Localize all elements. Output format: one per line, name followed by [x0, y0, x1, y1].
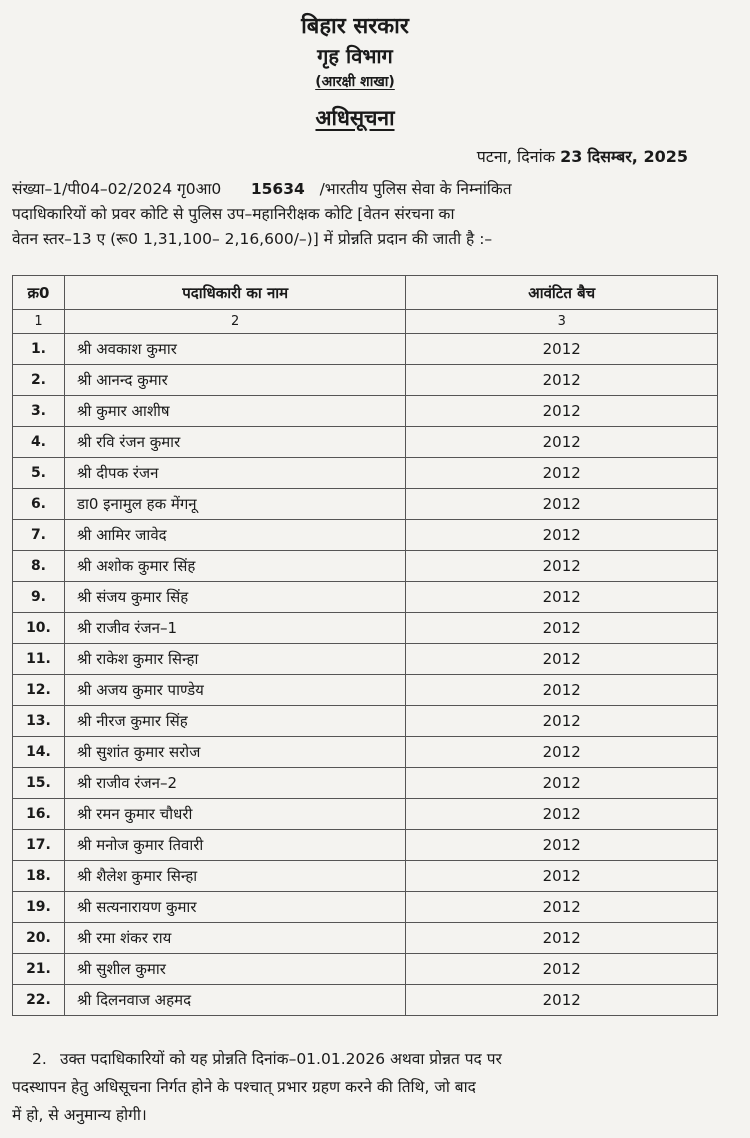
- batch-cell: 2012: [406, 582, 718, 613]
- table-row: [13, 613, 718, 644]
- table-row: [13, 365, 718, 396]
- batch-cell: 2012: [406, 923, 718, 954]
- serial-cell: 11.: [13, 644, 65, 675]
- batch-cell: 2012: [406, 613, 718, 644]
- officer-name-cell: श्री आनन्द कुमार: [64, 365, 406, 396]
- batch-cell: 2012: [406, 830, 718, 861]
- footer-line-2: पदस्थापन हेतु अधिसूचना निर्गत होने के पश्चात् प्रभार ग्रहण करने की तिथि, जो बाद: [12, 1078, 476, 1096]
- footer-paragraph: [12, 1045, 718, 1129]
- table-row: [13, 923, 718, 954]
- table-row: [13, 396, 718, 427]
- serial-cell: 12.: [13, 675, 65, 706]
- table-row: [13, 861, 718, 892]
- batch-cell: 2012: [406, 458, 718, 489]
- table-row: [13, 675, 718, 706]
- batch-cell: 2012: [406, 489, 718, 520]
- batch-cell: 2012: [406, 768, 718, 799]
- govt-title: बिहार सरकार: [301, 14, 409, 39]
- batch-cell: 2012: [406, 520, 718, 551]
- batch-cell: 2012: [406, 644, 718, 675]
- serial-cell: 21.: [13, 954, 65, 985]
- serial-cell: 5.: [13, 458, 65, 489]
- officer-name-cell: श्री नीरज कुमार सिंह: [64, 706, 406, 737]
- table-row: [13, 551, 718, 582]
- table-row: [13, 830, 718, 861]
- serial-cell: 9.: [13, 582, 65, 613]
- officer-name-cell: श्री राकेश कुमार सिन्हा: [64, 644, 406, 675]
- officer-name-cell: श्री दिलनवाज अहमद: [64, 985, 406, 1016]
- table-index-row: 1 2 3: [13, 310, 718, 334]
- branch-title: (आरक्षी शाखा): [315, 74, 395, 90]
- table-row: [13, 985, 718, 1016]
- officer-name-cell: श्री दीपक रंजन: [64, 458, 406, 489]
- serial-cell: 17.: [13, 830, 65, 861]
- promotion-table: [12, 275, 718, 1016]
- table-row: [13, 706, 718, 737]
- header-serial: क्र0: [13, 276, 65, 310]
- serial-cell: 18.: [13, 861, 65, 892]
- table-row: [13, 954, 718, 985]
- serial-cell: 14.: [13, 737, 65, 768]
- batch-cell: 2012: [406, 365, 718, 396]
- officer-name-cell: डा0 इनामुल हक मेंगनू: [64, 489, 406, 520]
- header-officer-name: पदाधिकारी का नाम: [64, 276, 406, 310]
- officer-name-cell: श्री शैलेश कुमार सिन्हा: [64, 861, 406, 892]
- batch-cell: 2012: [406, 396, 718, 427]
- dateline-place: पटना, दिनांक: [476, 147, 556, 166]
- officer-name-cell: श्री राजीव रंजन–2: [64, 768, 406, 799]
- department-title: गृह विभाग: [317, 44, 393, 68]
- serial-cell: 7.: [13, 520, 65, 551]
- batch-cell: 2012: [406, 892, 718, 923]
- serial-cell: 6.: [13, 489, 65, 520]
- serial-cell: 16.: [13, 799, 65, 830]
- batch-cell: 2012: [406, 334, 718, 365]
- batch-cell: 2012: [406, 706, 718, 737]
- table-body: [13, 334, 718, 1016]
- table-row: [13, 427, 718, 458]
- batch-cell: 2012: [406, 954, 718, 985]
- serial-cell: 8.: [13, 551, 65, 582]
- serial-cell: 22.: [13, 985, 65, 1016]
- footer-line-1: 2. उक्त पदाधिकारियों को यह प्रोन्नति दिनांक–01.01.2026 अथवा प्रोन्नत पद पर: [32, 1050, 502, 1068]
- table-row: [13, 892, 718, 923]
- officer-name-cell: श्री मनोज कुमार तिवारी: [64, 830, 406, 861]
- dateline: [477, 145, 688, 167]
- batch-cell: 2012: [406, 675, 718, 706]
- table-row: [13, 799, 718, 830]
- serial-cell: 20.: [13, 923, 65, 954]
- officer-name-cell: श्री आमिर जावेद: [64, 520, 406, 551]
- batch-cell: 2012: [406, 799, 718, 830]
- intro-line-2: पदाधिकारियों को प्रवर कोटि से पुलिस उप–महानिरीक्षक कोटि [वेतन संरचना का: [12, 205, 455, 223]
- serial-cell: 4.: [13, 427, 65, 458]
- table-row: [13, 582, 718, 613]
- batch-cell: 2012: [406, 737, 718, 768]
- serial-cell: 13.: [13, 706, 65, 737]
- table-row: [13, 458, 718, 489]
- table-row: [13, 768, 718, 799]
- table-header-row: [13, 276, 718, 310]
- officer-name-cell: श्री कुमार आशीष: [64, 396, 406, 427]
- document-type-heading: अधिसूचना: [315, 106, 395, 130]
- intro-paragraph: [12, 177, 702, 252]
- intro-line-3: वेतन स्तर–13 ए (रू0 1,31,100– 2,16,600/–)] में प्रोन्नति प्रदान की जाती है :–: [12, 230, 493, 248]
- officer-name-cell: श्री सुशांत कुमार सरोज: [64, 737, 406, 768]
- letter-number: 15634: [250, 180, 305, 198]
- serial-cell: 15.: [13, 768, 65, 799]
- officer-name-cell: श्री सुशील कुमार: [64, 954, 406, 985]
- serial-cell: 3.: [13, 396, 65, 427]
- table-row: [13, 334, 718, 365]
- officer-name-cell: श्री अवकाश कुमार: [64, 334, 406, 365]
- officer-name-cell: श्री रमन कुमार चौधरी: [64, 799, 406, 830]
- officer-name-cell: श्री अजय कुमार पाण्डेय: [64, 675, 406, 706]
- officer-name-cell: श्री राजीव रंजन–1: [64, 613, 406, 644]
- serial-cell: 10.: [13, 613, 65, 644]
- table-row: [13, 644, 718, 675]
- serial-cell: 1.: [13, 334, 65, 365]
- dateline-day: 23: [560, 147, 583, 166]
- batch-cell: 2012: [406, 551, 718, 582]
- officer-name-cell: श्री रवि रंजन कुमार: [64, 427, 406, 458]
- officer-name-cell: श्री अशोक कुमार सिंह: [64, 551, 406, 582]
- batch-cell: 2012: [406, 985, 718, 1016]
- intro-line-1: संख्या–1/पी04–02/2024 गृ0आ0 15634 /भारतीय पुलिस सेवा के निम्नांकित: [12, 180, 512, 198]
- batch-cell: 2012: [406, 861, 718, 892]
- dateline-month-year: दिसम्बर, 2025: [587, 147, 688, 166]
- serial-cell: 19.: [13, 892, 65, 923]
- officer-name-cell: श्री सत्यनारायण कुमार: [64, 892, 406, 923]
- serial-cell: 2.: [13, 365, 65, 396]
- batch-cell: 2012: [406, 427, 718, 458]
- officer-name-cell: श्री रमा शंकर राय: [64, 923, 406, 954]
- table-row: [13, 737, 718, 768]
- header-allotted-batch: आवंटित बैच: [406, 276, 718, 310]
- table-row: [13, 489, 718, 520]
- officer-name-cell: श्री संजय कुमार सिंह: [64, 582, 406, 613]
- footer-line-3: में हो, से अनुमान्य होगी।: [12, 1106, 147, 1124]
- table-row: [13, 520, 718, 551]
